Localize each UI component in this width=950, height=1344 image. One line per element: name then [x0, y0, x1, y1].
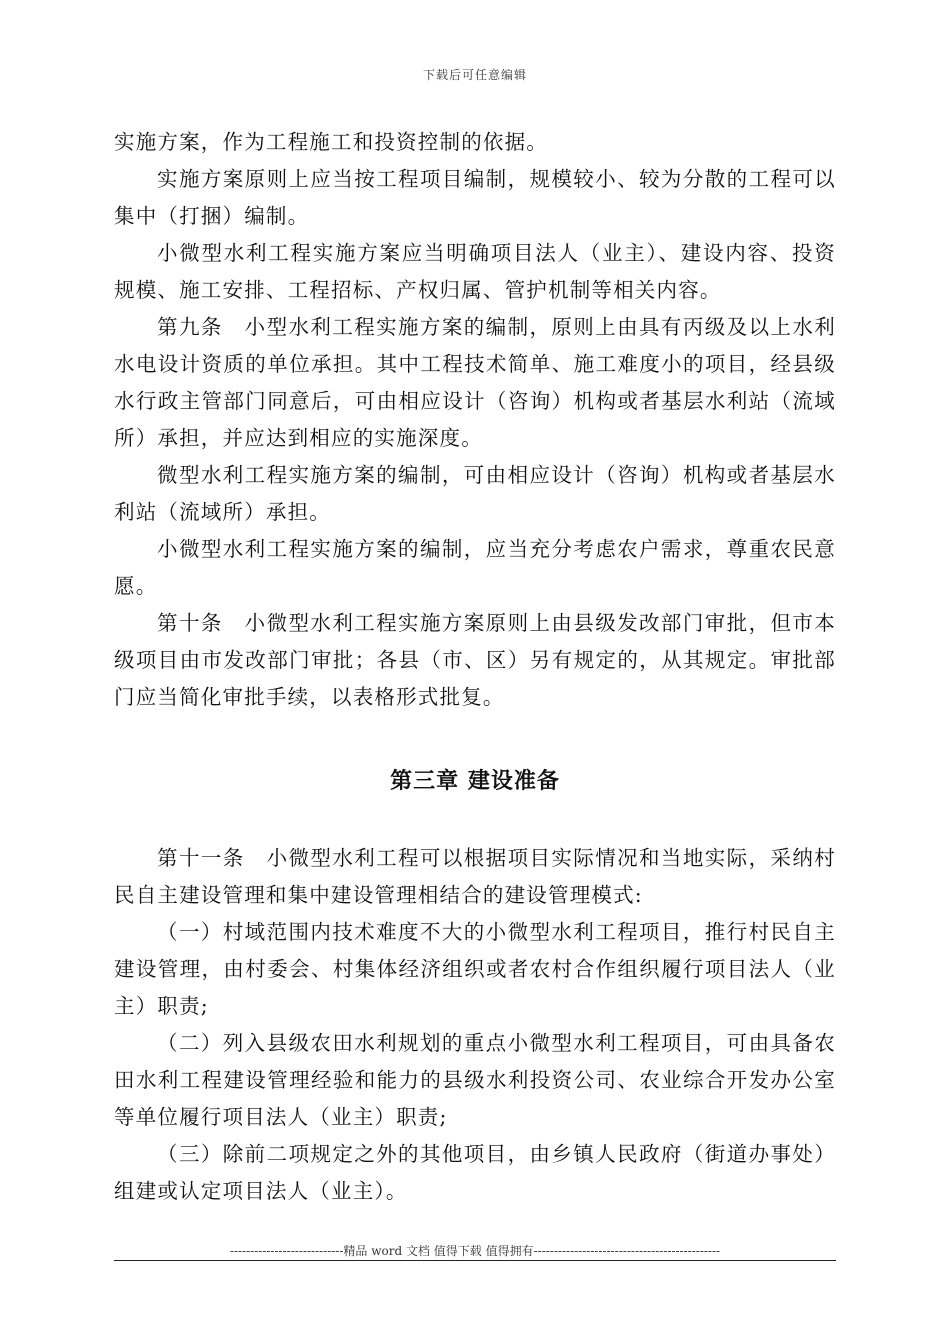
article-9-paragraph: 第九条 小型水利工程实施方案的编制，原则上由具有丙级及以上水利水电设计资质的单位承担。其中工程技术简单、施工难度小的项目，经县级水行政主管部门同意后，可由相应设计（咨询）机构或者基层水利站（流域所）承担，并应达到相应的实施深度。 — [114, 315, 836, 450]
list-item-2: （二）列入县级农田水利规划的重点小微型水利工程项目，可由具备农田水利工程建设管理经验和能力的县级水利投资公司、农业综合开发办公室等单位履行项目法人（业主）职责; — [114, 1031, 836, 1129]
paragraph-continuation: 实施方案，作为工程施工和投资控制的依据。 — [114, 130, 548, 154]
article-10-paragraph: 第十条 小微型水利工程实施方案原则上由县级发改部门审批，但市本级项目由市发改部门审批；各县（市、区）另有规定的，从其规定。审批部门应当简化审批手续，以表格形式批复。 — [114, 611, 836, 709]
page-header-note: 下载后可任意编辑 — [422, 68, 527, 82]
page-footer-note: ----------------------------精品 word 文档 值得下载 值得拥有---------------------------------------------- — [229, 1244, 721, 1258]
paragraph: 小微型水利工程实施方案应当明确项目法人（业主）、建设内容、投资规模、施工安排、工程招标、产权归属、管护机制等相关内容。 — [114, 241, 836, 302]
paragraph: 实施方案原则上应当按工程项目编制，规模较小、较为分散的工程可以集中（打捆）编制。 — [114, 167, 836, 228]
chapter-heading: 第三章 建设准备 — [390, 769, 560, 794]
paragraph: 微型水利工程实施方案的编制，可由相应设计（咨询）机构或者基层水利站（流域所）承担。 — [114, 463, 836, 524]
footer-divider — [114, 1260, 836, 1261]
article-11-paragraph: 第十一条 小微型水利工程可以根据项目实际情况和当地实际，采纳村民自主建设管理和集中建设管理相结合的建设管理模式: — [114, 846, 836, 907]
paragraph: 小微型水利工程实施方案的编制，应当充分考虑农户需求，尊重农民意愿。 — [114, 537, 836, 598]
document-body-lower — [114, 840, 836, 1210]
list-item-1: （一）村域范围内技术难度不大的小微型水利工程项目，推行村民自主建设管理，由村委会、村集体经济组织或者农村合作组织履行项目法人（业主）职责; — [114, 920, 836, 1018]
document-body-upper — [114, 124, 836, 716]
list-item-3: （三）除前二项规定之外的其他项目，由乡镇人民政府（街道办事处）组建或认定项目法人（业主）。 — [114, 1142, 836, 1203]
